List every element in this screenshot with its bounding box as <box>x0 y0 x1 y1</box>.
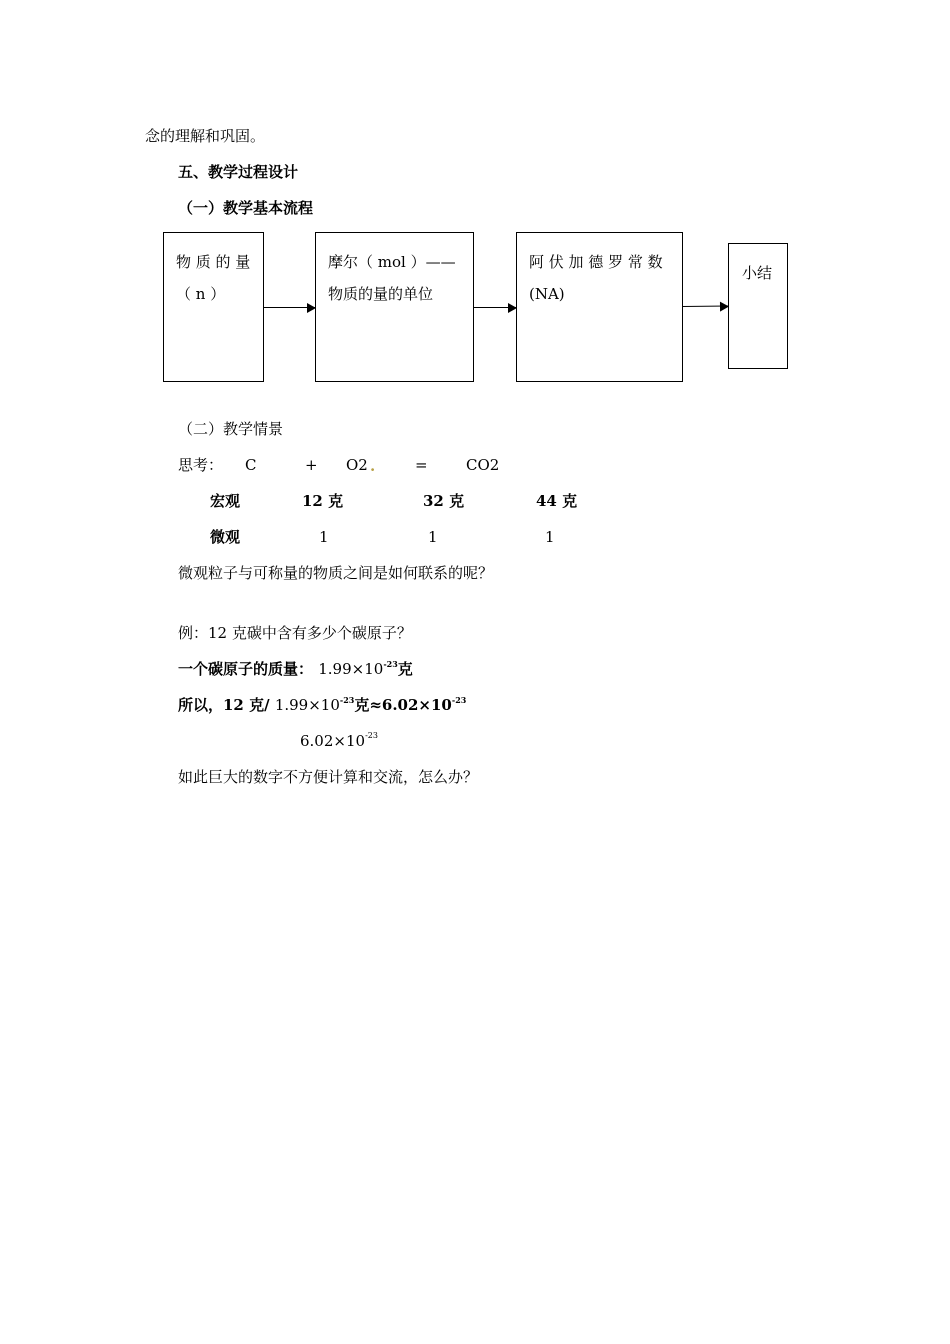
calc-line <box>178 695 467 714</box>
reaction-equals: = <box>415 456 428 474</box>
flow-box-avogadro <box>516 232 683 382</box>
flow-box-label: 小结 <box>742 264 773 282</box>
question-link: 微观粒子与可称量的物质之间是如何联系的呢？ <box>178 564 494 582</box>
macro-value: 32 克 <box>423 492 465 510</box>
result-value: 6.02×10 <box>300 732 366 750</box>
flow-box-mole <box>315 232 474 382</box>
flow-box-summary <box>728 243 788 369</box>
reaction-oxygen: O2 <box>346 456 368 474</box>
subheading-scenario: （二）教学情景 <box>178 420 284 438</box>
flow-box-label: （ n ） <box>176 285 226 303</box>
flow-arrow <box>264 307 315 308</box>
intro-tail-text: 念的理解和巩固。 <box>145 127 266 145</box>
calc-prefix: 所以，12 克/ <box>178 696 275 714</box>
calc-mid: 克≈6.02×10 <box>354 696 452 714</box>
carbon-mass-value: 1.99×10 <box>318 660 384 678</box>
subheading-flow: （一）教学基本流程 <box>178 199 314 217</box>
macro-label: 宏观 <box>210 492 241 510</box>
reaction-co2: CO2 <box>466 456 500 474</box>
question-large-number: 如此巨大的数字不方便计算和交流，怎么办？ <box>178 768 479 786</box>
example-question: 例：12 克碳中含有多少个碳原子？ <box>178 624 412 642</box>
flow-box-label: 阿 伏 加 德 罗 常 数 <box>529 253 663 271</box>
carbon-mass-unit: 克 <box>397 660 413 678</box>
exponent: -23 <box>383 659 398 669</box>
exponent: -23 <box>339 695 355 705</box>
micro-value: 1 <box>319 528 329 546</box>
flow-arrow <box>474 307 516 308</box>
calc-value: 1.99×10 <box>274 696 340 714</box>
micro-label: 微观 <box>210 528 241 546</box>
macro-value: 44 克 <box>536 492 578 510</box>
micro-value: 1 <box>545 528 555 546</box>
macro-value: 12 克 <box>302 492 344 510</box>
micro-value: 1 <box>428 528 438 546</box>
reaction-label: 思考： <box>178 456 224 474</box>
flow-box-label: 摩尔（ mol ）—— <box>328 253 456 271</box>
flow-box-amount-of-substance <box>163 232 264 382</box>
carbon-mass-line <box>178 659 413 678</box>
flow-box-label: (NA) <box>529 285 565 303</box>
exponent: -23 <box>451 695 467 705</box>
section-heading: 五、教学过程设计 <box>178 163 299 181</box>
reaction-mark: . <box>370 457 376 475</box>
flow-arrow <box>683 306 728 307</box>
exponent: -23 <box>365 731 378 740</box>
result-line <box>300 731 378 750</box>
carbon-mass-prefix: 一个碳原子的质量： <box>178 660 314 678</box>
flow-box-label: 物质的量的单位 <box>328 285 434 303</box>
flow-box-label: 物 质 的 量 <box>176 253 251 271</box>
reaction-plus: + <box>305 456 318 474</box>
reaction-carbon: C <box>245 456 257 474</box>
